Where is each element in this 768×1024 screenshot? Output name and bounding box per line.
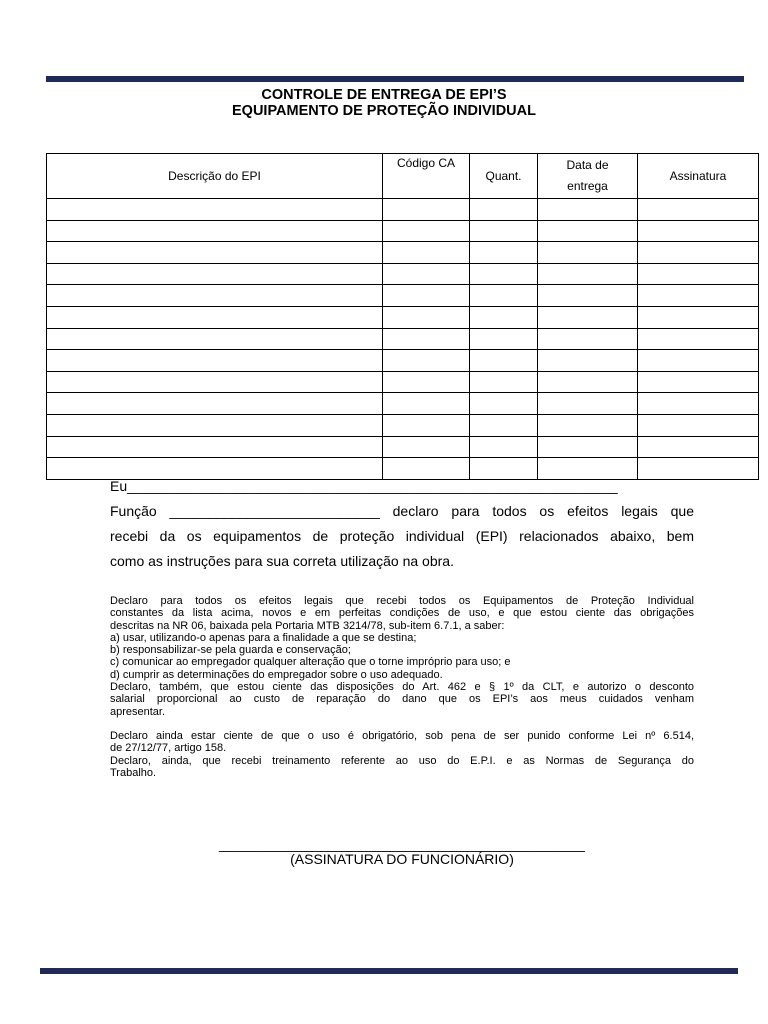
table-row xyxy=(47,371,759,393)
table-row xyxy=(47,285,759,307)
table-cell[interactable] xyxy=(638,220,759,242)
table-cell[interactable] xyxy=(470,328,538,350)
table-cell[interactable] xyxy=(47,263,383,285)
table-cell[interactable] xyxy=(538,220,638,242)
table-cell[interactable] xyxy=(383,458,470,480)
table-row xyxy=(47,220,759,242)
table-cell[interactable] xyxy=(470,393,538,415)
table-cell[interactable] xyxy=(383,350,470,372)
table-cell[interactable] xyxy=(47,350,383,372)
terms-p3-l2: de 27/12/77, artigo 158. xyxy=(110,742,227,755)
table-cell[interactable] xyxy=(638,393,759,415)
table-cell[interactable] xyxy=(383,199,470,221)
table-cell[interactable] xyxy=(638,414,759,436)
table-cell[interactable] xyxy=(638,242,759,264)
table-row xyxy=(47,199,759,221)
table-cell[interactable] xyxy=(538,306,638,328)
signature-line[interactable]: _______________________________________________ xyxy=(219,836,585,852)
terms-item-d: d) cumprir as determinações do empregador sobre o uso adequado. xyxy=(110,668,443,681)
bottom-rule xyxy=(40,968,738,974)
table-cell[interactable] xyxy=(47,458,383,480)
table-cell[interactable] xyxy=(470,414,538,436)
table-cell[interactable] xyxy=(538,458,638,480)
signature-label: (ASSINATURA DO FUNCIONÁRIO) xyxy=(290,851,514,867)
funcao-line[interactable]: Função ___________________________ declaro para todos os efeitos legais que xyxy=(110,503,694,519)
table-cell[interactable] xyxy=(47,393,383,415)
table-cell[interactable] xyxy=(538,263,638,285)
table-cell[interactable] xyxy=(383,242,470,264)
table-cell[interactable] xyxy=(638,263,759,285)
table-cell[interactable] xyxy=(538,242,638,264)
table-cell[interactable] xyxy=(470,199,538,221)
table-cell[interactable] xyxy=(638,436,759,458)
table-row xyxy=(47,242,759,264)
col-data-line1: Data de xyxy=(566,158,609,172)
terms-p1-l2: constantes da lista acima, novos e em perfeitas condições de uso, e que estou ciente das obrigações xyxy=(110,607,694,620)
terms-block xyxy=(110,595,694,779)
table-cell[interactable] xyxy=(470,242,538,264)
table-cell[interactable] xyxy=(383,414,470,436)
col-quant: Quant. xyxy=(470,154,538,199)
table-row xyxy=(47,458,759,480)
table-cell[interactable] xyxy=(538,285,638,307)
table-cell[interactable] xyxy=(538,414,638,436)
terms-p3-l1: Declaro ainda estar ciente de que o uso é obrigatório, sob pena de ser punido conforme Lei nº 6.514, xyxy=(110,729,694,742)
table-cell[interactable] xyxy=(470,371,538,393)
table-cell[interactable] xyxy=(470,306,538,328)
table-cell[interactable] xyxy=(638,328,759,350)
table-cell[interactable] xyxy=(383,371,470,393)
table-cell[interactable] xyxy=(47,242,383,264)
epi-table xyxy=(46,153,759,480)
col-codigo-ca: Código CA xyxy=(383,154,470,199)
table-cell[interactable] xyxy=(383,393,470,415)
table-cell[interactable] xyxy=(470,436,538,458)
terms-item-c: c) comunicar ao empregador qualquer alteração que o torne impróprio para uso; e xyxy=(110,656,511,669)
terms-p1-l3: descritas na NR 06, baixada pela Portaria MTB 3214/78, sub-item 6.7.1, a saber: xyxy=(110,619,505,632)
terms-item-b: b) responsabilizar-se pela guarda e conservação; xyxy=(110,644,351,657)
table-cell[interactable] xyxy=(638,371,759,393)
table-cell[interactable] xyxy=(383,328,470,350)
col-data-entrega xyxy=(538,154,638,199)
col-assinatura: Assinatura xyxy=(638,154,759,199)
table-cell[interactable] xyxy=(638,458,759,480)
table-cell[interactable] xyxy=(470,220,538,242)
table-row xyxy=(47,306,759,328)
terms-p2-l3: apresentar. xyxy=(110,705,166,718)
col-data-line2: entrega xyxy=(567,179,608,193)
table-cell[interactable] xyxy=(383,263,470,285)
document-title: CONTROLE DE ENTREGA DE EPI’S xyxy=(261,87,507,103)
terms-item-a: a) usar, utilizando-o apenas para a finalidade a que se destina; xyxy=(110,631,417,644)
table-row xyxy=(47,393,759,415)
table-row xyxy=(47,414,759,436)
table-cell[interactable] xyxy=(47,220,383,242)
table-cell[interactable] xyxy=(383,220,470,242)
table-row xyxy=(47,328,759,350)
declaration-line-2: recebi da os equipamentos de proteção individual (EPI) relacionados abaixo, bem xyxy=(110,528,694,544)
table-cell[interactable] xyxy=(47,199,383,221)
table-cell[interactable] xyxy=(538,393,638,415)
table-cell[interactable] xyxy=(383,285,470,307)
table-cell[interactable] xyxy=(538,350,638,372)
terms-p4-l2: Trabalho. xyxy=(110,766,157,779)
table-cell[interactable] xyxy=(538,328,638,350)
table-cell[interactable] xyxy=(638,350,759,372)
table-cell[interactable] xyxy=(470,458,538,480)
terms-p1-l1: Declaro para todos os efeitos legais que recebi todos os Equipamentos de Proteção Individual xyxy=(110,595,694,607)
terms-p2-l1: Declaro, também, que estou ciente das disposições do Art. 462 e § 1º da CLT, e autorizo o desconto xyxy=(110,681,694,694)
table-cell[interactable] xyxy=(538,436,638,458)
terms-p4-l1: Declaro, ainda, que recebi treinamento referente ao uso do E.P.I. e as Normas de Segurança do xyxy=(110,754,694,767)
top-rule xyxy=(46,76,744,82)
table-row xyxy=(47,263,759,285)
table-cell[interactable] xyxy=(638,285,759,307)
table-row xyxy=(47,436,759,458)
declaration-line-3: como as instruções para sua correta utilização na obra. xyxy=(110,553,454,569)
document-subtitle: EQUIPAMENTO DE PROTEÇÃO INDIVIDUAL xyxy=(232,103,536,119)
eu-field-line[interactable]: Eu_______________________________________________________________ xyxy=(110,478,618,494)
table-cell[interactable] xyxy=(470,350,538,372)
table-cell[interactable] xyxy=(47,328,383,350)
table-cell[interactable] xyxy=(47,414,383,436)
table-cell[interactable] xyxy=(47,436,383,458)
col-descricao: Descrição do EPI xyxy=(47,154,383,199)
table-cell[interactable] xyxy=(47,285,383,307)
table-row xyxy=(47,350,759,372)
table-cell[interactable] xyxy=(47,371,383,393)
table-cell[interactable] xyxy=(470,263,538,285)
table-cell[interactable] xyxy=(47,306,383,328)
table-cell[interactable] xyxy=(638,306,759,328)
table-cell[interactable] xyxy=(383,306,470,328)
table-cell[interactable] xyxy=(538,371,638,393)
table-cell[interactable] xyxy=(538,199,638,221)
table-cell[interactable] xyxy=(383,436,470,458)
terms-p2-l2: salarial proporcional ao custo de reparação do dano que os EPI’s aos meus cuidados venham xyxy=(110,693,694,706)
table-header-row xyxy=(47,154,759,199)
table-cell[interactable] xyxy=(470,285,538,307)
table-cell[interactable] xyxy=(638,199,759,221)
